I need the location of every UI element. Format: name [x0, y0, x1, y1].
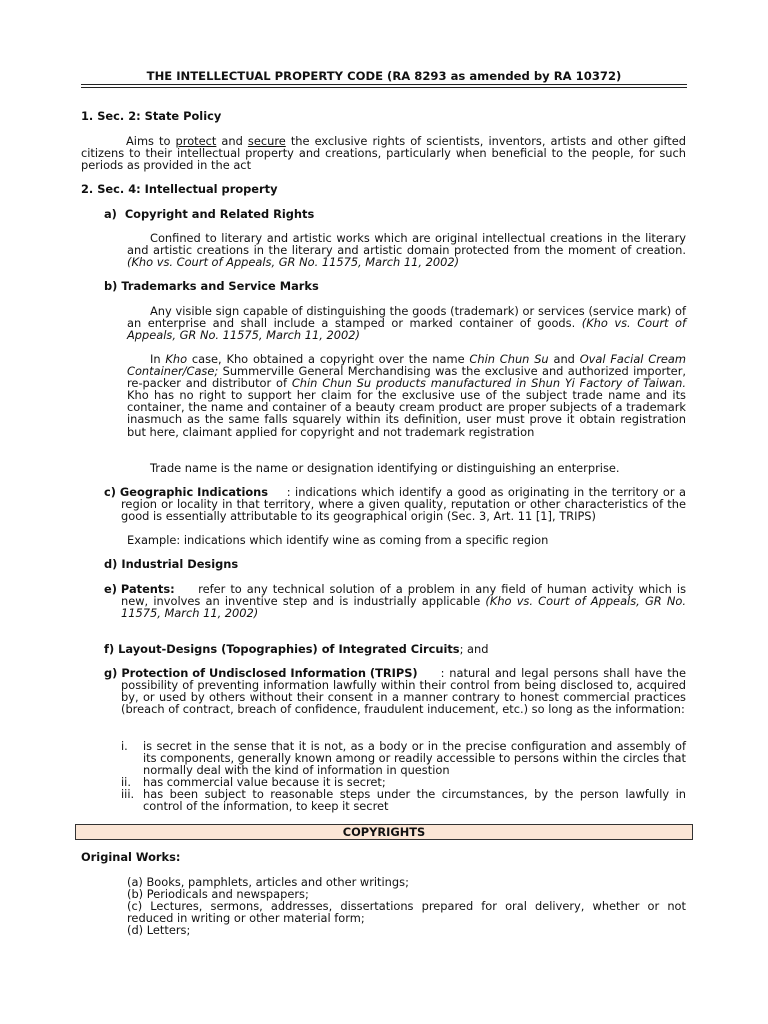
subsection-e-label: e) Patents: — [104, 582, 175, 596]
subsection-b-heading: b) Trademarks and Service Marks — [104, 279, 319, 293]
original-works-heading: Original Works: — [81, 850, 181, 864]
title-rule-top — [81, 84, 687, 85]
state-policy-paragraph: Aims to protect and secure the exclusive rights of scientists, inventors, artists and other gifted citizens to their intellectual property and creations, particularly when beneficial to the people, for such periods as provided in the act — [81, 134, 687, 173]
list-item: (a) Books, pamphlets, articles and other writings; — [127, 875, 409, 889]
section-1-heading: 1. Sec. 2: State Policy — [81, 109, 222, 123]
copyright-paragraph: Confined to literary and artistic works which are original intellectual creations in the literary and artistic creations in the literary and artistic domain protected from the moment of creation. (Kho vs. Court of Appeals, GR No. 11575, March 11, 2002) — [127, 231, 686, 270]
trade-name-paragraph: Trade name is the name or designation identifying or distinguishing an enterprise. — [150, 461, 620, 475]
geographic-indications-paragraph: : indications which identify a good as originating in the territory or a region or locality in that territory, where a given quality, reputation or other characteristics of the good is essentially attributable to its geographical origin (Sec. 3, Art. 11 [1], TRIPS) — [121, 485, 686, 524]
kho-case-paragraph: In Kho case, Kho obtained a copyright over the name Chin Chun Su and Oval Facial Cream Container/Case; Summerville General Merchandising was the exclusive and authorized importer, re-packer and distributor of Chin Chun Su products manufactured in Shun Yi Factory of Taiwan. Kho has no right to support her claim for the exclusive use of the subject trade name and its container, the name and container of a beauty cream product are proper subjects of a trademark inasmuch as the same falls squarely within its definition, user must prove it obtain registration but here, claimant applied for copyright and not trademark registration — [127, 352, 686, 439]
subsection-d-heading: d) Industrial Designs — [104, 557, 239, 571]
document-title: THE INTELLECTUAL PROPERTY CODE (RA 8293 as amended by RA 10372) — [146, 69, 622, 83]
section-2-heading: 2. Sec. 4: Intellectual property — [81, 182, 278, 196]
subsection-f: f) Layout-Designs (Topographies) of Integrated Circuits; and — [104, 642, 489, 656]
trademark-paragraph: Any visible sign capable of distinguishing the goods (trademark) or services (service mark) of an enterprise and shall include a stamped or marked container of goods. (Kho vs. Court of Appeals, GR No. 11575, March 11, 2002) — [127, 304, 686, 343]
undisclosed-info-list — [121, 740, 686, 812]
list-item: ii. has commercial value because it is secret; — [121, 775, 386, 789]
geographic-example: Example: indications which identify wine as coming from a specific region — [127, 533, 549, 547]
list-item: (d) Letters; — [127, 923, 191, 938]
patents-paragraph: refer to any technical solution of a problem in any field of human activity which is new, involves an inventive step and is industrially applicable (Kho vs. Court of Appeals, GR No. 11575, March 11, 2002) — [121, 582, 687, 621]
undisclosed-info-paragraph: : natural and legal persons shall have the possibility of preventing information lawfully within their control from being disclosed to, acquired by, or used by others without their consent in a manner contrary to honest commercial practices (breach of contract, breach of confidence, fraudulent inducement, etc.) so long as the information: — [121, 666, 686, 717]
list-item: (b) Periodicals and newspapers; — [127, 887, 309, 902]
subsection-c-label: c) Geographic Indications — [104, 485, 269, 499]
list-item: i. is secret in the sense that it is not, as a body or in the precise configuration and assembly of its components, generally known among or readily accessible to persons within the circles that normally deal with the kind of information in question — [121, 739, 686, 778]
list-item: (c) Lectures, sermons, addresses, dissertations prepared for oral delivery, whether or not reduced in writing or other material form; — [127, 899, 686, 926]
subsection-a-heading: a) Copyright and Related Rights — [104, 207, 315, 221]
subsection-g-label: g) Protection of Undisclosed Information (TRIPS) — [104, 666, 418, 680]
original-works-list — [127, 876, 686, 936]
title-rule-bottom — [81, 87, 687, 88]
list-item: iii. has been subject to reasonable steps under the circumstances, by the person lawfully in control of the information, to keep it secret — [121, 787, 686, 814]
copyrights-banner: COPYRIGHTS — [75, 824, 693, 840]
